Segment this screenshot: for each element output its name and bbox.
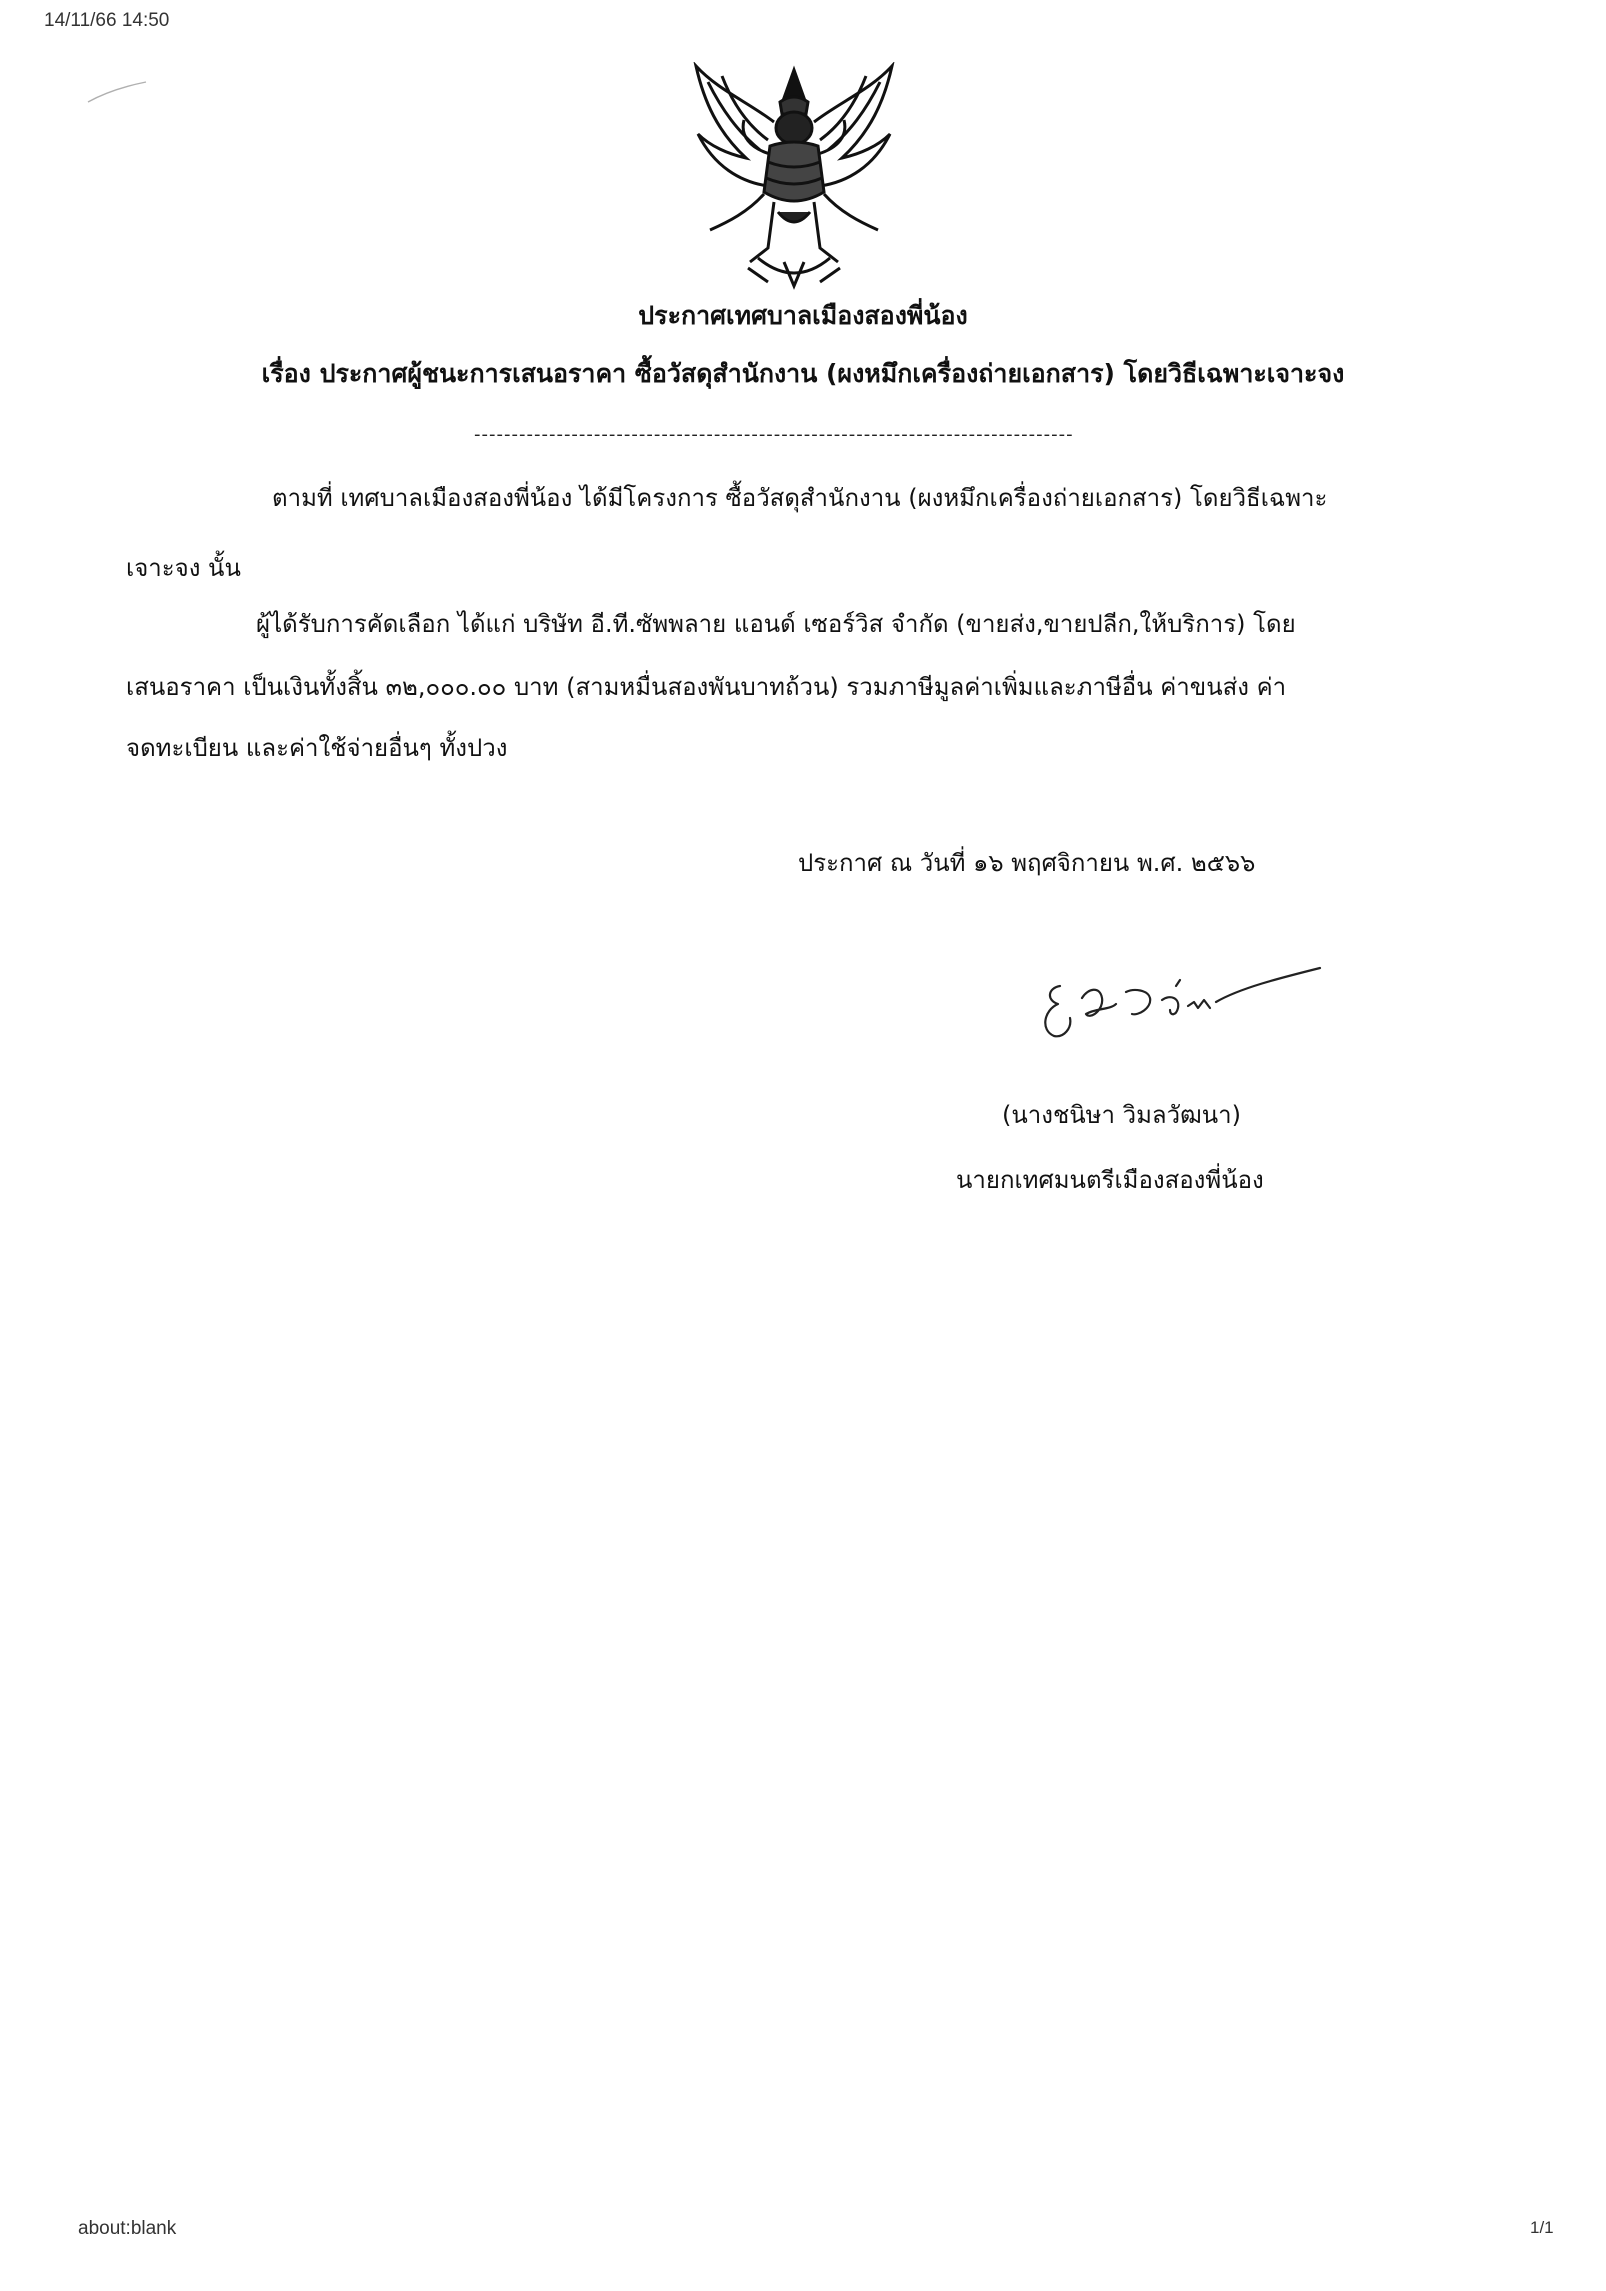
document-title: ประกาศเทศบาลเมืองสองพี่น้อง	[638, 301, 968, 330]
paragraph-1-line-2: เจาะจง นั้น	[126, 554, 241, 582]
print-url: about:blank	[78, 2218, 177, 2239]
print-datetime: 14/11/66 14:50	[44, 10, 170, 31]
page-count: 1/1	[1530, 2218, 1554, 2237]
paragraph-1-line-1: ตามที่ เทศบาลเมืองสองพี่น้อง ได้มีโครงการ ซื้อวัสดุสำนักงาน (ผงหมึกเครื่องถ่ายเอกสาร) โดยวิธีเฉพาะ	[272, 484, 1328, 512]
signer-title: นายกเทศมนตรีเมืองสองพี่น้อง	[956, 1166, 1264, 1194]
title-separator: --------------------------------------------------------------------------------	[474, 424, 1074, 445]
paragraph-2-line-1: ผู้ได้รับการคัดเลือก ได้แก่ บริษัท อี.ที.ซัพพลาย แอนด์ เซอร์วิส จำกัด (ขายส่ง,ขายปลีก,ให้บริการ) โดย	[256, 610, 1296, 638]
signer-name: (นางชนิษา วิมลวัฒนา)	[1002, 1101, 1241, 1129]
garuda-emblem-icon	[688, 62, 900, 292]
handwritten-signature	[1030, 958, 1330, 1048]
paragraph-2-line-3: จดทะเบียน และค่าใช้จ่ายอื่นๆ ทั้งปวง	[126, 734, 508, 762]
stray-pen-mark	[86, 78, 148, 106]
announcement-date: ประกาศ ณ วันที่ ๑๖ พฤศจิกายน พ.ศ. ๒๕๖๖	[798, 849, 1256, 877]
paragraph-2-line-2: เสนอราคา เป็นเงินทั้งสิ้น ๓๒,๐๐๐.๐๐ บาท (สามหมื่นสองพันบาทถ้วน) รวมภาษีมูลค่าเพิ่มและภาษีอื่น ค่าขนส่ง ค่า	[126, 673, 1287, 701]
document-subject: เรื่อง ประกาศผู้ชนะการเสนอราคา ซื้อวัสดุสำนักงาน (ผงหมึกเครื่องถ่ายเอกสาร) โดยวิธีเฉพาะเจาะจง	[261, 359, 1345, 388]
